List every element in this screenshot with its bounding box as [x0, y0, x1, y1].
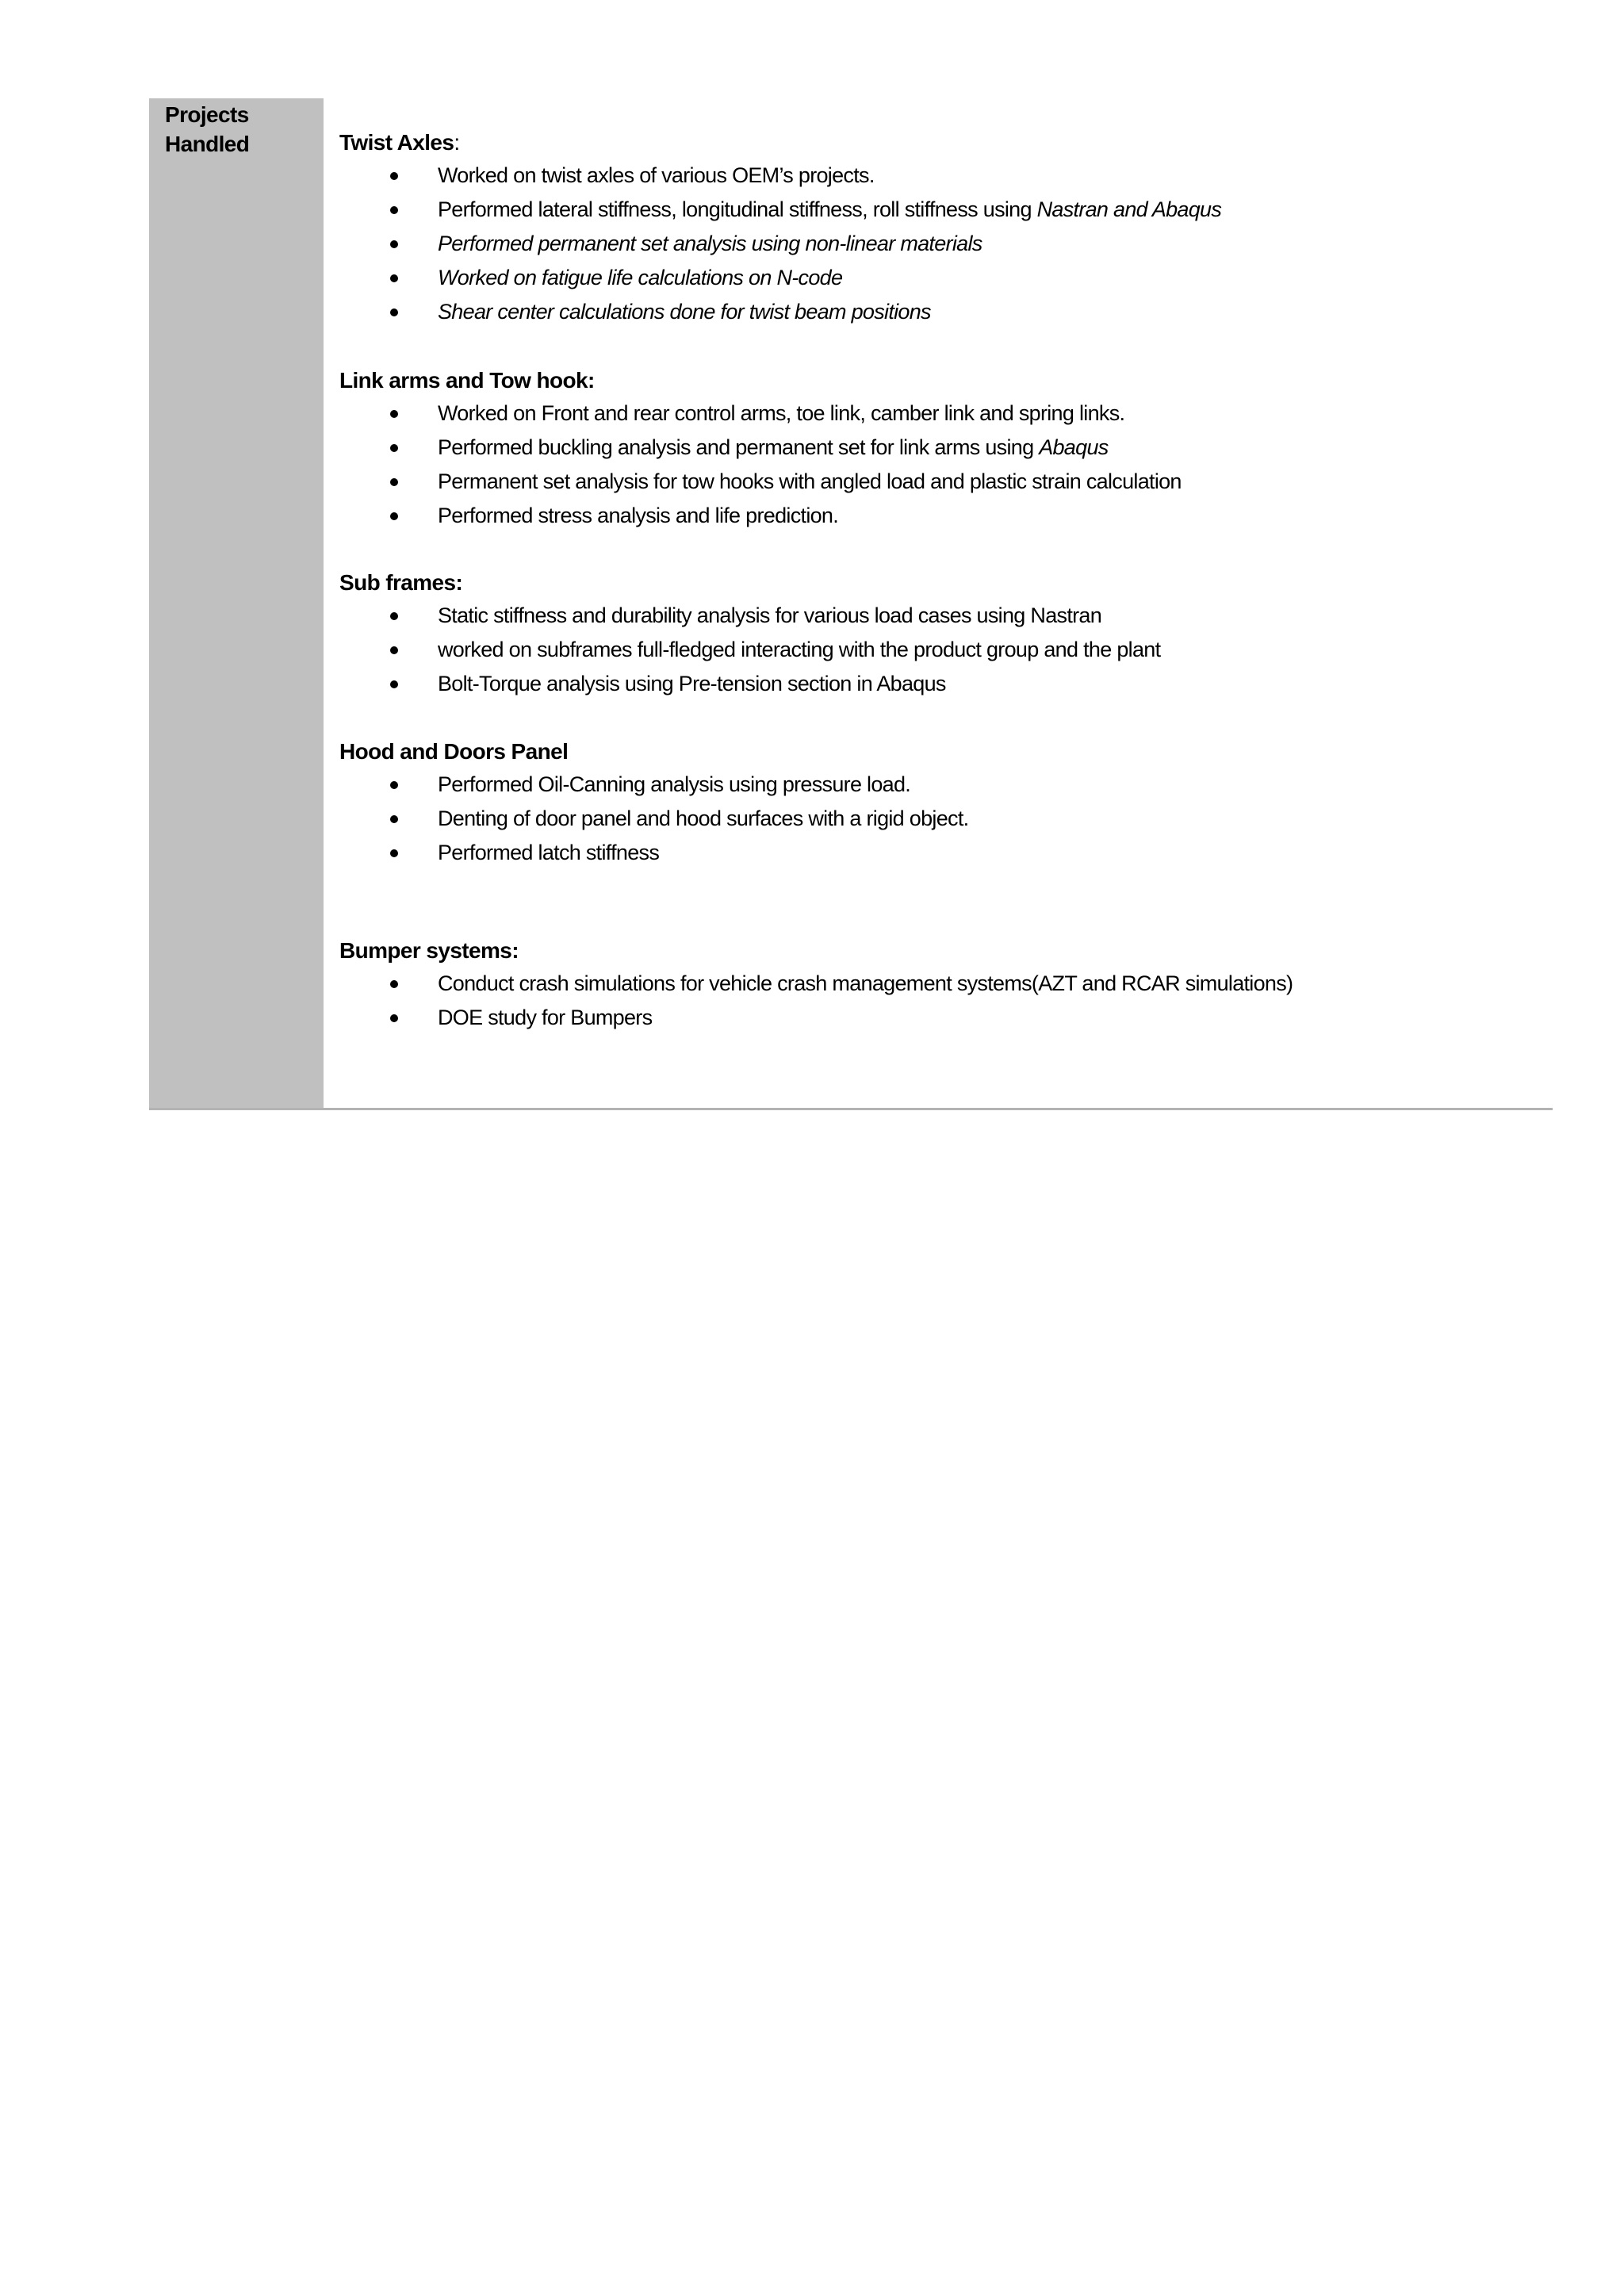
list-item	[339, 499, 1545, 533]
bullet-list	[339, 768, 1545, 870]
list-item-text: Abaqus	[1039, 435, 1109, 459]
list-item-text: Worked on twist axles of various OEM’s projects.	[438, 163, 875, 187]
list-item	[339, 599, 1545, 633]
section-link-arms-tow-hook	[339, 365, 1545, 533]
bullet-icon	[390, 849, 398, 857]
projects-content	[339, 98, 1545, 1105]
section-heading-text: Bumper systems:	[339, 938, 519, 963]
bullet-icon	[390, 274, 398, 282]
bullet-list	[339, 967, 1545, 1035]
list-item-text: Performed lateral stiffness, longitudinal stiffness, roll stiffness using	[438, 197, 1037, 221]
section-heading	[339, 736, 1545, 768]
list-item-text: Performed permanent set analysis using non-linear materials	[438, 232, 982, 255]
list-item	[339, 295, 1545, 329]
section-heading-text: Sub frames:	[339, 570, 463, 595]
list-item-text: DOE study for Bumpers	[438, 1006, 653, 1029]
list-item-text: Conduct crash simulations for vehicle crash management systems(AZT and RCAR simulations)	[438, 971, 1293, 995]
list-item-text: Shear center calculations done for twist beam positions	[438, 300, 931, 324]
list-item-text: Nastran and Abaqus	[1036, 197, 1222, 221]
list-item-text: Worked on Front and rear control arms, toe link, camber link and spring links.	[438, 401, 1125, 425]
section-label-line-1: Projects	[165, 102, 249, 127]
list-item	[339, 397, 1545, 431]
section-label-line-2: Handled	[165, 132, 250, 156]
list-item-text: Performed latch stiffness	[438, 841, 660, 864]
list-item	[339, 633, 1545, 667]
section-heading	[339, 935, 1545, 967]
section-label-cell	[149, 98, 324, 1108]
list-item-text: Performed Oil-Canning analysis using pressure load.	[438, 772, 911, 796]
list-item	[339, 227, 1545, 261]
bullet-icon	[390, 308, 398, 316]
bullet-icon	[390, 512, 398, 520]
section-heading-suffix: :	[454, 130, 460, 155]
projects-handled-table	[149, 98, 1553, 1110]
bullet-icon	[390, 612, 398, 620]
list-item-text: Static stiffness and durability analysis for various load cases using Nastran	[438, 603, 1102, 627]
list-item	[339, 768, 1545, 802]
section-heading-text: Twist Axles	[339, 130, 454, 155]
list-item	[339, 159, 1545, 193]
bullet-list	[339, 599, 1545, 701]
section-heading-text: Hood and Doors Panel	[339, 739, 569, 764]
section-heading	[339, 365, 1545, 397]
section-heading	[339, 127, 1545, 159]
bullet-icon	[390, 172, 398, 180]
section-label	[165, 100, 316, 159]
section-hood-doors-panel	[339, 736, 1545, 870]
section-heading-text: Link arms and Tow hook:	[339, 368, 595, 393]
list-item-text: Denting of door panel and hood surfaces with a rigid object.	[438, 807, 969, 830]
bullet-icon	[390, 478, 398, 486]
list-item	[339, 667, 1545, 701]
bullet-icon	[390, 444, 398, 452]
bullet-icon	[390, 410, 398, 418]
list-item	[339, 465, 1545, 499]
list-item	[339, 967, 1545, 1001]
list-item	[339, 261, 1545, 295]
section-heading	[339, 567, 1545, 599]
bullet-list	[339, 397, 1545, 533]
bullet-icon	[390, 206, 398, 214]
list-item	[339, 802, 1545, 836]
list-item-text: Performed buckling analysis and permanent set for link arms using	[438, 435, 1040, 459]
bullet-icon	[390, 680, 398, 688]
bullet-icon	[390, 1014, 398, 1022]
section-sub-frames	[339, 567, 1545, 701]
list-item	[339, 1001, 1545, 1035]
list-item	[339, 193, 1545, 227]
bullet-icon	[390, 980, 398, 988]
list-item-text: Worked on fatigue life calculations on N-code	[438, 266, 843, 289]
list-item-text: Bolt-Torque analysis using Pre-tension section in Abaqus	[438, 672, 946, 695]
section-bumper-systems	[339, 935, 1545, 1035]
list-item-text: Performed stress analysis and life prediction.	[438, 504, 839, 527]
bullet-list	[339, 159, 1545, 329]
section-twist-axles	[339, 127, 1545, 329]
bullet-icon	[390, 781, 398, 789]
bullet-icon	[390, 240, 398, 248]
bullet-icon	[390, 815, 398, 823]
list-item-text: Permanent set analysis for tow hooks with angled load and plastic strain calculation	[438, 469, 1182, 493]
bullet-icon	[390, 646, 398, 654]
list-item	[339, 836, 1545, 870]
list-item-text: worked on subframes full-fledged interacting with the product group and the plant	[438, 638, 1161, 661]
list-item	[339, 431, 1545, 465]
